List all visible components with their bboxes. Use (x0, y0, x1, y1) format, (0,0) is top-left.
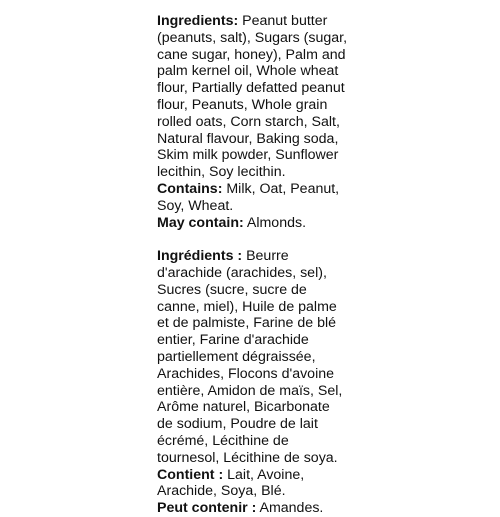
fr-ingredients-heading: Ingrédients : (157, 248, 243, 265)
en-ingredients-line: flour, Partially defatted peanut (157, 80, 345, 97)
en-ingredients-line: (peanuts, salt), Sugars (sugar, (157, 29, 348, 46)
fr-ingredients-line: de sodium, Poudre de lait (157, 416, 318, 433)
fr-contains-heading: Contient : (157, 466, 224, 483)
fr-may-contain-heading: Peut contenir : (157, 500, 257, 517)
fr-ingredients-line: tournesol, Lécithine de soya. (157, 449, 338, 466)
fr-ingredients-line: Sucres (sucre, sucre de (157, 281, 307, 298)
en-ingredients-line: cane sugar, honey), Palm and (157, 46, 346, 63)
en-ingredients-line: Natural flavour, Baking soda, (157, 130, 339, 147)
en-ingredients-line-1: Ingredients: Peanut butter (157, 13, 328, 29)
fr-ingredients-line: canne, miel), Huile de palme (157, 298, 337, 315)
en-ingredients-heading: Ingredients: (157, 13, 239, 29)
en-ingredients-line: Skim milk powder, Sunflower (157, 147, 339, 164)
en-may-contain-heading: May contain: (157, 214, 244, 231)
fr-ingredients-line: Arôme naturel, Bicarbonate (157, 399, 330, 416)
section-spacer (157, 231, 379, 248)
en-contains-line-1: Contains: Milk, Oat, Peanut, (157, 180, 340, 197)
ingredient-label (157, 13, 379, 517)
fr-ingredients-line-1: Ingrédients : Beurre (157, 248, 289, 265)
en-ingredients-line: rolled oats, Corn starch, Salt, (157, 113, 340, 130)
fr-ingredients-line: d'arachide (arachides, sel), (157, 264, 327, 281)
en-may-contain-line: May contain: Almonds. (157, 214, 307, 231)
fr-ingredients-line: partiellement dégraissée, (157, 348, 316, 365)
fr-may-contain-line: Peut contenir : Amandes. (157, 500, 324, 517)
fr-ingredients-line: Arachides, Flocons d'avoine (157, 365, 334, 382)
fr-contains-line: Arachide, Soya, Blé. (157, 483, 286, 500)
fr-ingredients-line: entier, Farine d'arachide (157, 332, 309, 349)
fr-ingredients-line: écrémé, Lécithine de (157, 432, 289, 449)
en-ingredients-line: flour, Peanuts, Whole grain (157, 96, 328, 113)
en-ingredients-line: lecithin, Soy lecithin. (157, 164, 286, 181)
en-contains-line: Soy, Wheat. (157, 197, 234, 214)
fr-ingredients-line: entière, Amidon de maïs, Sel, (157, 382, 343, 399)
fr-contains-line-1: Contient : Lait, Avoine, (157, 466, 305, 483)
en-contains-heading: Contains: (157, 180, 223, 197)
en-ingredients-line: palm kernel oil, Whole wheat (157, 63, 339, 80)
fr-ingredients-line: et de palmiste, Farine de blé (157, 315, 337, 332)
